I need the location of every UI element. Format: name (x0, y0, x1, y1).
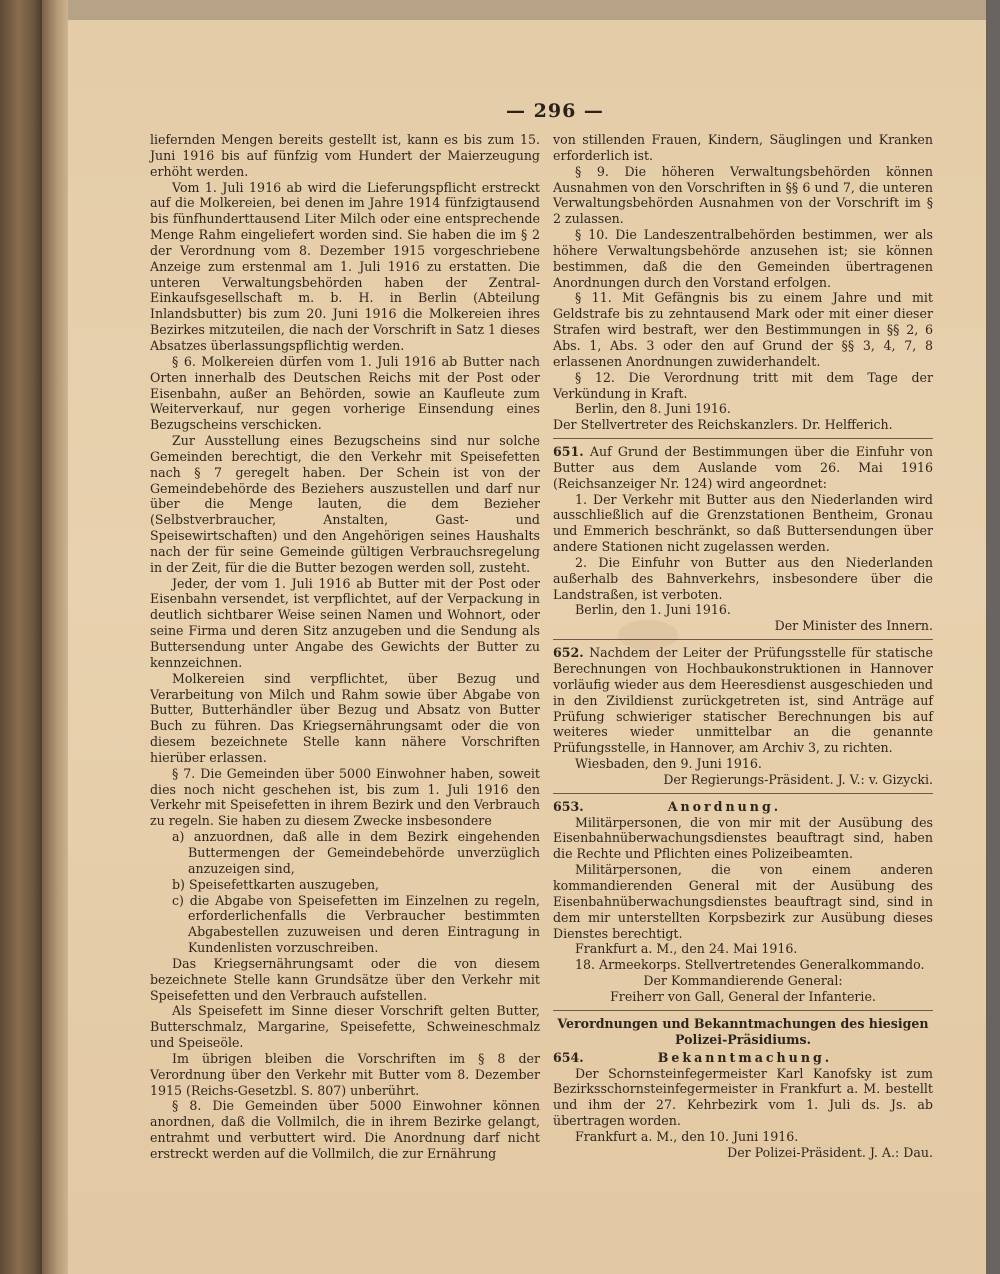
notice-number: 652. (553, 645, 584, 661)
notice-651-item-1: 1. Der Verkehr mit Butter aus den Niederlanden wird ausschließlich auf die Grenzstationen Bentheim, Gronau und Emmerich beschränkt, so daß Buttersendungen über andere Stationen nicht zugelassen werden. (553, 491, 933, 555)
left-paragraph: § 7. Die Gemeinden über 5000 Einwohner haben, soweit dies noch nicht geschehen ist, bis zum 1. Juli 1916 den Verkehr mit Speisefetten in ihrem Bezirk und den Verbrauch zu regeln. Sie haben zu diesem Zwecke insbesondere (150, 765, 540, 829)
left-paragraph: a) anzuordnen, daß alle in dem Bezirk eingehenden Buttermengen der Gemeindebehörde unverzüglich anzuzeigen sind, (172, 829, 540, 876)
book-binding-edge (0, 0, 42, 1274)
notice-651 (553, 444, 933, 492)
notice-653-header (553, 799, 933, 815)
signer-4-title: Der Kommandierende General: (643, 973, 843, 989)
notice-title: Bekanntmachung. (657, 1049, 833, 1065)
notice-654-text: Der Schornsteinfegermeister Karl Kanofsky ist zum Bezirksschornsteinfegermeister in Frankfurt a. M. bestellt und ihm der 27. Kehrbezirk vom 1. Juli ds. Js. ab übertragen worden. (553, 1065, 933, 1129)
notice-number: 651. (553, 444, 584, 460)
notice-title: Anordnung. (667, 798, 782, 814)
left-paragraph: Jeder, der vom 1. Juli 1916 ab Butter mit der Post oder Eisenbahn versendet, ist verpflichtet, auf der Verpackung in deutlich sichtbarer Weise seinen Namen und Wohnort, oder seine Firma und deren Sitz anzugeben und die Sendung als Buttersendung unter Angabe des Gewichts der Butter zu kennzeichnen. (150, 575, 540, 670)
left-paragraph: Das Kriegsernährungsamt oder die von diesem bezeichnete Stelle kann Grundsätze über den Verkehr mit Speisefetten und den Verbrauch aufstellen. (150, 955, 540, 1003)
left-paragraph: Molkereien sind verpflichtet, über Bezug und Verarbeitung von Milch und Rahm sowie über Abgabe von Butter, Butterhändler über Bezug und Absatz von Butter Buch zu führen. Das Kriegsernährungsamt oder die von diesem bezeichnete Stelle kann nähere Vorschriften hierüber erlassen. (150, 670, 540, 765)
left-paragraph: c) die Abgabe von Speisefetten im Einzelnen zu regeln, erforderlichenfalls die Verbraucher bestimmten Abgabestellen zuzuweisen und deren Eintragung in Kundenlisten vorzuschreiben. (172, 892, 540, 956)
signer-1: Der Stellvertreter des Reichskanzlers. Dr. Helfferich. (553, 417, 893, 433)
notice-653-para-2: Militärpersonen, die von einem anderen kommandierenden General mit der Ausübung des Eisenbahnüberwachungsdienstes beauftragt sind, sind in dem mir unterstellten Korpsbezirk zur Ausübung dieses Dienstes berechtigt. (553, 862, 933, 941)
top-shadow-strip (68, 0, 986, 20)
left-paragraph: Zur Ausstellung eines Bezugscheins sind nur solche Gemeinden berechtigt, die den Verkehr mit Speisefetten nach § 7 geregelt haben. Der Schein ist von der Gemeindebehörde des Beziehers auszustellen und darf nur über die Menge lauten, die dem Bezieher (Selbstverbraucher, Anstalten, Gast- und Speisewirtschaften) und den Angehörigen seines Haushalts nach der für seine Gemeinde gültigen Verbrauchsregelung in der Zeit, für die die Butter bezogen werden soll, zusteht. (150, 433, 540, 575)
left-paragraph: Vom 1. Juli 1916 ab wird die Lieferungspflicht erstreckt auf die Molkereien, bei denen im Jahre 1914 fünfzigtausend bis fünfhunderttausend Liter Milch oder eine entsprechende Menge Rahm eingeliefert worden sind. Sie haben die im § 2 der Verordnung vom 8. Dezember 1915 vorgeschriebene Anzeige zum erstenmal am 1. Juli 1916 zu erstatten. Die unteren Verwaltungsbehörden haben der Zentral-Einkaufsgesellschaft m. b. H. in Berlin (Abteilung Inlandsbutter) bis zum 20. Juni 1916 die Molkereien ihres Bezirkes mitzuteilen, die nach der Vorschrift in Satz 1 dieses Absatzes überlassungspflichtig werden. (150, 179, 540, 353)
signer-2: Der Minister des Innern. (774, 618, 933, 634)
divider (553, 639, 933, 640)
paragraph-12: § 12. Die Verordnung tritt mit dem Tage der Verkündung in Kraft. (553, 369, 933, 401)
divider (553, 1010, 933, 1011)
notice-number: 654. (553, 1049, 584, 1065)
notice-654-header (553, 1050, 933, 1066)
paragraph-11: § 11. Mit Gefängnis bis zu einem Jahre und mit Geldstrafe bis zu zehntausend Mark oder mit einer dieser Strafen wird bestraft, wer den Bestimmungen in §§ 2, 6 Abs. 1, Abs. 3 oder den auf Grund der §§ 3, 4, 7, 8 erlassenen Anordnungen zuwiderhandelt. (553, 290, 933, 369)
left-paragraph: liefernden Mengen bereits gestellt ist, kann es bis zum 15. Juni 1916 bis auf fünfzig vom Hundert der Maierzeugung erhöht werden. (150, 132, 540, 179)
place-date-2: Berlin, den 1. Juni 1916. (575, 602, 731, 618)
notice-number: 653. (553, 798, 584, 814)
notice-651-text: Auf Grund der Bestimmungen über die Einfuhr von Butter aus dem Auslande vom 26. Mai 1916 (Reichsanzeiger Nr. 124) wird angeordnet: (553, 444, 933, 491)
notice-652 (553, 645, 933, 756)
page-gutter (42, 0, 68, 1274)
paragraph-10: § 10. Die Landeszentralbehörden bestimmen, wer als höhere Verwaltungsbehörde anzusehen ist; sie können bestimmen, daß die den Gemeinden übertragenen Anordnungen durch den Vorstand erfolgen. (553, 227, 933, 290)
right-column (553, 132, 933, 1161)
place-date-3: Wiesbaden, den 9. Juni 1916. (575, 756, 762, 772)
corps-line: 18. Armeekorps. Stellvertretendes Generalkommando. (575, 957, 925, 973)
continuation-text: von stillenden Frauen, Kindern, Säuglingen und Kranken erforderlich ist. (553, 132, 933, 163)
notice-653-para-1: Militärpersonen, die von mir mit der Ausübung des Eisenbahnüberwachungsdienstes beauftragt sind, haben die Rechte und Pflichten eines Polizeibeamten. (553, 814, 933, 862)
signer-5: Der Polizei-Präsident. J. A.: Dau. (727, 1144, 933, 1160)
place-date-1: Berlin, den 8. Juni 1916. (575, 401, 731, 417)
signer-4-name: Freiherr von Gall, General der Infanterie. (610, 988, 876, 1004)
left-paragraph: § 6. Molkereien dürfen vom 1. Juli 1916 ab Butter nach Orten innerhalb des Deutschen Reichs mit der Post oder Eisenbahn, außer an Behörden, sowie an Kaufleute zum Weiterverkauf, nur gegen vorherige Einsendung eines Bezugscheins verschicken. (150, 353, 540, 433)
notice-652-text: Nachdem der Leiter der Prüfungsstelle für statische Berechnungen von Hochbaukonstruktionen in Hannover vorläufig wieder aus dem Heeresdienst ausgeschieden und in den Zivildienst zurückgetreten ist, sind Anträge auf Prüfung schwieriger statischer Berechnungen bis auf weiteres wieder unmittelbar an die genannte Prüfungsstelle, in Hannover, am Archiv 3, zu richten. (553, 645, 933, 756)
left-column (150, 132, 540, 1162)
left-paragraph: § 8. Die Gemeinden über 5000 Einwohner können anordnen, daß die Vollmilch, die in ihrem Bezirke gelangt, entrahmt und verbuttert wird. Die Anordnung darf nicht erstreckt werden auf die Vollmilch, die zur Ernährung (150, 1098, 540, 1161)
place-date-5: Frankfurt a. M., den 10. Juni 1916. (575, 1128, 799, 1144)
scan-background-right (986, 0, 1000, 1274)
paragraph-9: § 9. Die höheren Verwaltungsbehörden können Ausnahmen von den Vorschriften in §§ 6 und 7, die unteren Verwaltungsbehörden Ausnahmen von der Vorschrift im § 2 zulassen. (553, 163, 933, 227)
place-date-4: Frankfurt a. M., den 24. Mai 1916. (575, 941, 798, 957)
divider (553, 793, 933, 794)
signer-3: Der Regierungs-Präsident. J. V.: v. Gizycki. (663, 771, 933, 787)
divider (553, 438, 933, 439)
notice-651-item-2: 2. Die Einfuhr von Butter aus den Niederlanden außerhalb des Bahnverkehrs, insbesondere über die Landstraßen, ist verboten. (553, 554, 933, 602)
left-paragraph: Als Speisefett im Sinne dieser Vorschrift gelten Butter, Butterschmalz, Margarine, Speisefette, Schweineschmalz und Speiseöle. (150, 1003, 540, 1051)
left-paragraph: Im übrigen bleiben die Vorschriften im § 8 der Verordnung über den Verkehr mit Butter vom 8. Dezember 1915 (Reichs-Gesetzbl. S. 807) unberührt. (150, 1050, 540, 1098)
page-number: — 296 — (506, 100, 604, 122)
section-heading: Verordnungen und Bekanntmachungen des hiesigen Polizei-Präsidiums. (557, 1015, 929, 1047)
left-paragraph: b) Speisefettkarten auszugeben, (172, 876, 380, 892)
